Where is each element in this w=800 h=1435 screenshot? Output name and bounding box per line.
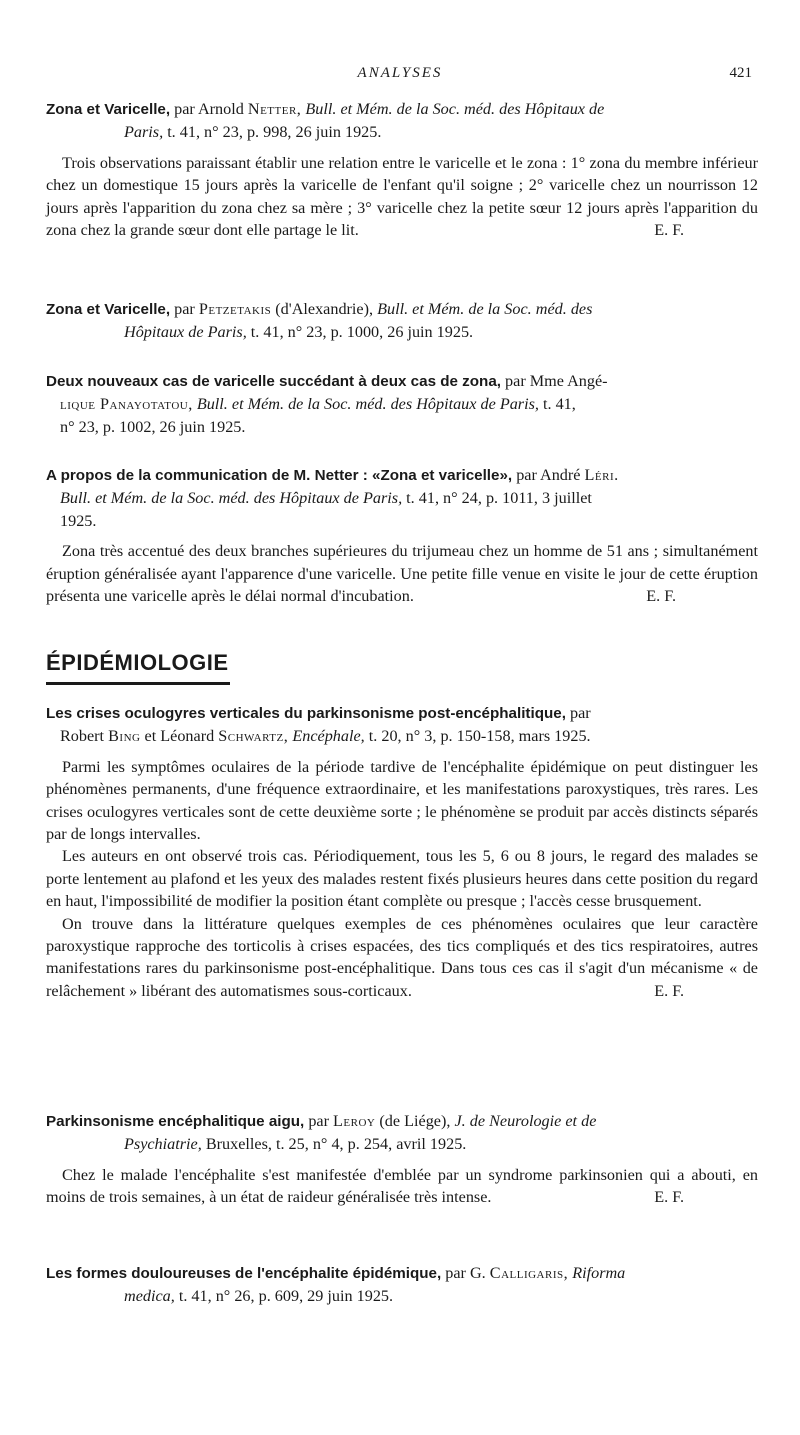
reference-details: t. 41, n° 23, p. 998, 26 juin 1925. [167,123,382,142]
author-name: lique Panayotatou, [60,395,193,414]
journal-name: Psychiatrie, [124,1135,202,1154]
signature: E. F. [646,587,676,606]
abstract-entry [46,370,758,438]
journal-name: Bull. et Mém. de la Soc. méd. des Hôpitaux de Paris, [60,489,403,508]
citation [46,370,758,438]
abstract-entry [46,1110,758,1209]
abstract-body: Parmi les symptômes oculaires de la période tardive de l'encéphalite épidémique on peut distinguer les phénomènes permanents, d'une fréquence extraordinaire, et les manifestations paroxystiques, très rares. Les crises oculogyres verticales sont de cette deuxième sorte ; le phénomène se produit par accès distincts séparés par de longs intervalles. [46,757,758,844]
entry-title: Les crises oculogyres verticales du parkinsonisme post-encéphalitique, [46,705,566,722]
journal-name: J. de Neurologie et de [454,1112,597,1130]
reference-details: Bruxelles, t. 25, n° 4, p. 254, avril 1925. [205,1135,467,1154]
abstract-entry [46,298,758,344]
signature: E. F. [654,1188,684,1207]
citation-text: par [569,704,591,722]
abstract-entry [46,464,758,607]
reference-details: t. 41, n° 24, p. 1011, 3 juillet [406,489,592,508]
abstract-body [46,913,758,1003]
reference-details: n° 23, p. 1002, 26 juin 1925. [60,417,246,436]
author-location: (de Liége), [379,1112,451,1130]
reference-details: 1925. [60,511,97,530]
citation-text: Robert [60,727,105,746]
reference-details: t. 41, n° 23, p. 1000, 26 juin 1925. [250,323,474,342]
reference-details: t. 41, n° 26, p. 609, 29 juin 1925. [178,1287,394,1306]
page-number: 421 [729,65,752,81]
reference-details: t. 41, [543,395,576,414]
abstract-entry [46,98,758,241]
abstract-text: Chez le malade l'encéphalite s'est manifestée d'emblée par un syndrome parkinsonien qui a abouti, en moins de trois semaines, à un état de raideur généralisée très intense. [46,1165,758,1207]
journal-name: medica, [124,1287,175,1306]
author-name: Leroy [333,1112,376,1130]
entry-title: Zona et Varicelle, [46,101,171,118]
citation-text: par [308,1112,329,1130]
journal-name: Encéphale, [292,727,365,746]
citation-text: par André [516,466,581,484]
abstract-body [46,152,758,242]
author-name: Bing [108,727,141,746]
abstract-text: Zona très accentué des deux branches supérieures du trijumeau chez un homme de 51 ans ; simultanément éruption généralisée ayant l'apparence d'une varicelle. Une petite fille venue en visite le jour de cette éruption présenta une varicelle après le délai normal d'incubation. [46,542,758,606]
abstract-text: Trois observations paraissant établir une relation entre le varicelle et le zona : 1° zona du membre inférieur chez un domestique 15 jours après la varicelle de l'enfant qu'il soigne ; 2° varicelle chez un nourrisson 12 jours après l'apparition du zona chez sa mère ; 3° varicelle chez la petite sœur 12 jours après l'apparition du zona chez la grande sœur dont elle partage le lit. [46,153,758,240]
author-name: Calligaris, [489,1264,569,1282]
abstract-body [46,1164,758,1209]
citation [46,98,758,144]
citation [46,298,758,344]
entry-title: A propos de la communication de M. Netter : «Zona et varicelle», [46,467,513,484]
journal-name: Bull. et Mém. de la Soc. méd. des Hôpitaux de [305,100,605,118]
author-name: Schwartz, [218,727,289,746]
author-name: Netter, [247,100,302,118]
author-name: Petzetakis [198,300,272,318]
journal-name: Hôpitaux de Paris, [124,323,247,342]
citation-text: par Arnold [174,100,244,118]
abstract-entry [46,1262,758,1308]
citation-text: par G. [445,1264,486,1282]
running-head [0,62,800,86]
signature: E. F. [654,221,684,240]
abstract-body [46,540,758,607]
entry-title: Zona et Varicelle, [46,301,171,318]
citation [46,1110,758,1156]
journal-name: Riforma [572,1264,626,1282]
abstract-text: On trouve dans la littérature quelques exemples de ces phénomènes oculaires que leur caractère paroxystique rapproche des torticolis à crises espacées, des tics compliqués et des tics respiratoires, autres manifestations rares du parkinsonisme post-encéphalitique. Dans tous ces cas il s'agit d'un mécanisme « de relâchement » libérant des automatismes sous-corticaux. [46,914,758,1000]
journal-name: Bull. et Mém. de la Soc. méd. des [377,300,593,318]
citation-text: par Mme Angé- [505,372,608,390]
citation-text: par [174,300,195,318]
abstract-body: Les auteurs en ont observé trois cas. Périodiquement, tous les 5, 6 ou 8 jours, le regard des malades se porte lentement au plafond et les yeux des malades restent fixés plusieurs heures dans cette position du regard en haut, l'impossibilité de modifier la position étant complète ou presque ; l'accès cesse brusquement. [46,847,758,911]
author-location: (d'Alexandrie), [275,300,374,318]
journal-name: Paris, [124,123,164,142]
citation [46,1262,758,1308]
author-name: Léri. [584,466,619,484]
entry-title: Parkinsonisme encéphalitique aigu, [46,1113,305,1130]
abstract-entry [46,702,758,1002]
section-rule [46,682,230,685]
reference-details: t. 20, n° 3, p. 150-158, mars 1925. [368,727,591,746]
section-heading: ÉPIDÉMIOLOGIE [46,650,229,675]
journal-name: Bull. et Mém. de la Soc. méd. des Hôpitaux de Paris, [196,395,539,414]
entry-title: Deux nouveaux cas de varicelle succédant à deux cas de zona, [46,373,501,390]
citation-text: et Léonard [144,727,215,746]
running-title: ANALYSES [357,65,443,81]
citation [46,464,758,532]
signature: E. F. [654,981,684,1000]
citation [46,702,758,748]
entry-title: Les formes douloureuses de l'encéphalite épidémique, [46,1265,442,1282]
